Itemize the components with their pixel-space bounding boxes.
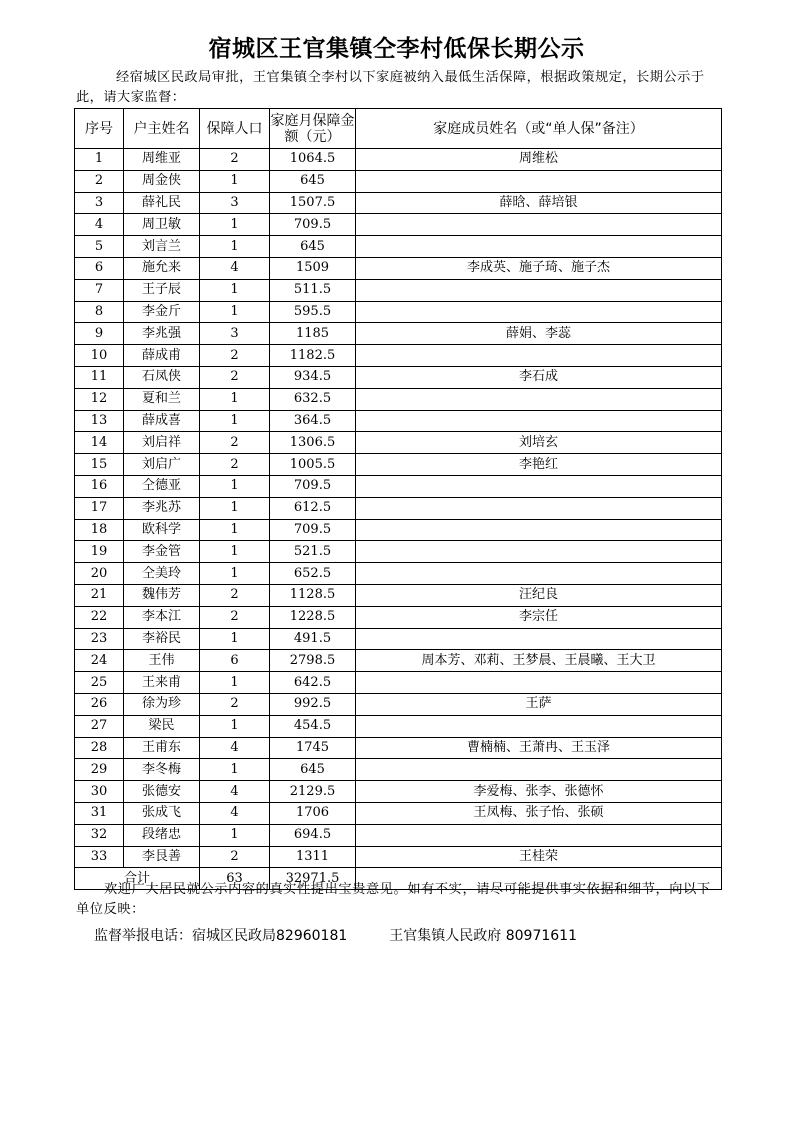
cell-amount: 632.5: [270, 388, 356, 410]
cell-members: [356, 410, 722, 432]
cell-members: 汪纪良: [356, 584, 722, 606]
cell-count: 2: [200, 846, 270, 868]
table-row: [75, 323, 722, 345]
cell-name: 李兆苏: [124, 497, 200, 519]
cell-count: 2: [200, 454, 270, 476]
header-name: 户主姓名: [124, 109, 200, 149]
cell-members: [356, 628, 722, 650]
cell-members: [356, 497, 722, 519]
table-body: [75, 149, 722, 868]
cell-members: [356, 824, 722, 846]
cell-count: 1: [200, 170, 270, 192]
cell-seq: 24: [75, 650, 124, 672]
cell-count: 2: [200, 149, 270, 171]
recipients-table: [74, 108, 722, 890]
cell-members: [356, 759, 722, 781]
cell-name: 周金侠: [124, 170, 200, 192]
cell-seq: 27: [75, 715, 124, 737]
cell-count: 6: [200, 650, 270, 672]
table-row: [75, 214, 722, 236]
cell-count: 1: [200, 301, 270, 323]
cell-count: 1: [200, 824, 270, 846]
cell-count: 1: [200, 475, 270, 497]
header-amount: 家庭月保障金额（元）: [270, 109, 356, 149]
cell-members: [356, 301, 722, 323]
cell-count: 2: [200, 366, 270, 388]
cell-amount: 1745: [270, 737, 356, 759]
cell-count: 2: [200, 584, 270, 606]
cell-name: 王子辰: [124, 279, 200, 301]
cell-seq: 32: [75, 824, 124, 846]
cell-count: 1: [200, 497, 270, 519]
cell-seq: 4: [75, 214, 124, 236]
cell-name: 刘言兰: [124, 236, 200, 258]
cell-name: 刘启祥: [124, 432, 200, 454]
cell-name: 徐为珍: [124, 693, 200, 715]
table-row: [75, 432, 722, 454]
cell-seq: 33: [75, 846, 124, 868]
cell-amount: 511.5: [270, 279, 356, 301]
table-row: [75, 563, 722, 585]
cell-members: 薛娟、李蕊: [356, 323, 722, 345]
cell-amount: 1182.5: [270, 345, 356, 367]
cell-name: 薛成喜: [124, 410, 200, 432]
cell-members: 李石成: [356, 366, 722, 388]
cell-members: 王萨: [356, 693, 722, 715]
table-row: [75, 650, 722, 672]
cell-name: 王伟: [124, 650, 200, 672]
cell-amount: 645: [270, 759, 356, 781]
table-row: [75, 628, 722, 650]
cell-name: 段绪忠: [124, 824, 200, 846]
cell-amount: 1185: [270, 323, 356, 345]
cell-members: 李爱梅、张李、张德怀: [356, 781, 722, 803]
cell-seq: 28: [75, 737, 124, 759]
cell-name: 张德安: [124, 781, 200, 803]
table-row: [75, 192, 722, 214]
cell-count: 1: [200, 388, 270, 410]
cell-name: 欧科学: [124, 519, 200, 541]
total-label: 合计: [75, 868, 200, 890]
cell-seq: 29: [75, 759, 124, 781]
table-row: [75, 715, 722, 737]
hotline-phone-1: 82960181: [276, 928, 348, 944]
cell-members: 薛晗、薛培银: [356, 192, 722, 214]
page-title: 宿城区王官集镇仝李村低保长期公示: [208, 36, 585, 62]
cell-count: 1: [200, 563, 270, 585]
cell-name: 李兆强: [124, 323, 200, 345]
cell-name: 魏伟芳: [124, 584, 200, 606]
cell-amount: 992.5: [270, 693, 356, 715]
cell-amount: 1311: [270, 846, 356, 868]
cell-name: 施允来: [124, 257, 200, 279]
cell-count: 3: [200, 323, 270, 345]
cell-count: 1: [200, 214, 270, 236]
cell-name: 梁民: [124, 715, 200, 737]
cell-amount: 652.5: [270, 563, 356, 585]
hotline-org-2: 王官集镇人民政府: [389, 928, 502, 944]
cell-name: 王甫东: [124, 737, 200, 759]
cell-members: 王桂荣: [356, 846, 722, 868]
cell-amount: 1306.5: [270, 432, 356, 454]
cell-seq: 7: [75, 279, 124, 301]
table-row: [75, 388, 722, 410]
cell-amount: 694.5: [270, 824, 356, 846]
cell-seq: 11: [75, 366, 124, 388]
cell-count: 4: [200, 257, 270, 279]
cell-members: 李艳红: [356, 454, 722, 476]
cell-count: 2: [200, 606, 270, 628]
table-row: [75, 693, 722, 715]
cell-amount: 595.5: [270, 301, 356, 323]
cell-amount: 645: [270, 236, 356, 258]
cell-count: 2: [200, 693, 270, 715]
table-row: [75, 781, 722, 803]
cell-amount: 2798.5: [270, 650, 356, 672]
total-amount: 32971.5: [270, 868, 356, 890]
hotline-org-1: 宿城区民政局: [192, 928, 276, 944]
cell-seq: 9: [75, 323, 124, 345]
table-row: [75, 541, 722, 563]
cell-amount: 612.5: [270, 497, 356, 519]
cell-seq: 6: [75, 257, 124, 279]
cell-seq: 30: [75, 781, 124, 803]
cell-seq: 31: [75, 802, 124, 824]
cell-amount: 934.5: [270, 366, 356, 388]
cell-name: 李本江: [124, 606, 200, 628]
cell-seq: 21: [75, 584, 124, 606]
cell-amount: 645: [270, 170, 356, 192]
cell-count: 1: [200, 236, 270, 258]
hotline-label: 监督举报电话：: [94, 928, 192, 944]
cell-name: 李金斤: [124, 301, 200, 323]
cell-amount: 1228.5: [270, 606, 356, 628]
cell-members: [356, 170, 722, 192]
table-row: [75, 257, 722, 279]
cell-name: 周维亚: [124, 149, 200, 171]
cell-name: 王来甫: [124, 672, 200, 694]
cell-name: 李艮善: [124, 846, 200, 868]
cell-amount: 2129.5: [270, 781, 356, 803]
cell-count: 1: [200, 628, 270, 650]
cell-name: 张成飞: [124, 802, 200, 824]
table-row: [75, 410, 722, 432]
cell-count: 1: [200, 279, 270, 301]
header-members: 家庭成员姓名（或“单人保”备注）: [356, 109, 722, 149]
cell-seq: 18: [75, 519, 124, 541]
cell-count: 4: [200, 737, 270, 759]
cell-count: 1: [200, 759, 270, 781]
cell-seq: 2: [75, 170, 124, 192]
feedback-paragraph: 欢迎广大居民就公示内容的真实性提出宝贵意见。如有不实，请尽可能提供事实依据和细节，向以下单位反映：: [76, 882, 711, 917]
cell-amount: 1507.5: [270, 192, 356, 214]
cell-seq: 15: [75, 454, 124, 476]
table-header-row: [75, 109, 722, 149]
cell-members: 王凤梅、张子怡、张硕: [356, 802, 722, 824]
intro-paragraph: 经宿城区民政局审批，王官集镇仝李村以下家庭被纳入最低生活保障，根据政策规定，长期公示于此，请大家监督：: [76, 70, 705, 105]
cell-members: [356, 672, 722, 694]
cell-count: 1: [200, 715, 270, 737]
table-row: [75, 475, 722, 497]
table-row: [75, 345, 722, 367]
hotline-phone-2: 80971611: [505, 928, 577, 944]
cell-members: [356, 236, 722, 258]
cell-name: 李金管: [124, 541, 200, 563]
table-row: [75, 236, 722, 258]
table-row: [75, 606, 722, 628]
table-row: [75, 170, 722, 192]
cell-count: 1: [200, 519, 270, 541]
cell-seq: 26: [75, 693, 124, 715]
cell-amount: 1706: [270, 802, 356, 824]
table-row: [75, 846, 722, 868]
table-row: [75, 454, 722, 476]
cell-name: 仝德亚: [124, 475, 200, 497]
table-row: [75, 519, 722, 541]
cell-members: 李成英、施子琦、施子杰: [356, 257, 722, 279]
cell-members: [356, 519, 722, 541]
cell-members: [356, 541, 722, 563]
header-count: 保障人口: [200, 109, 270, 149]
cell-members: 周维松: [356, 149, 722, 171]
cell-members: [356, 475, 722, 497]
cell-seq: 5: [75, 236, 124, 258]
cell-seq: 10: [75, 345, 124, 367]
cell-members: [356, 563, 722, 585]
cell-name: 石凤侠: [124, 366, 200, 388]
cell-name: 刘启广: [124, 454, 200, 476]
cell-count: 1: [200, 410, 270, 432]
cell-seq: 19: [75, 541, 124, 563]
table-row: [75, 279, 722, 301]
cell-members: [356, 345, 722, 367]
cell-count: 1: [200, 672, 270, 694]
cell-seq: 3: [75, 192, 124, 214]
cell-amount: 642.5: [270, 672, 356, 694]
table-row: [75, 824, 722, 846]
cell-amount: 709.5: [270, 519, 356, 541]
cell-name: 周卫敏: [124, 214, 200, 236]
table-row: [75, 672, 722, 694]
cell-amount: 1064.5: [270, 149, 356, 171]
cell-name: 薛成甫: [124, 345, 200, 367]
table-row: [75, 759, 722, 781]
cell-seq: 25: [75, 672, 124, 694]
table-row: [75, 301, 722, 323]
table-row: [75, 802, 722, 824]
cell-count: 2: [200, 432, 270, 454]
cell-amount: 454.5: [270, 715, 356, 737]
cell-amount: 1005.5: [270, 454, 356, 476]
cell-name: 李冬梅: [124, 759, 200, 781]
cell-seq: 20: [75, 563, 124, 585]
cell-count: 1: [200, 541, 270, 563]
cell-seq: 16: [75, 475, 124, 497]
cell-amount: 709.5: [270, 475, 356, 497]
cell-name: 夏和兰: [124, 388, 200, 410]
cell-members: 李宗任: [356, 606, 722, 628]
cell-count: 2: [200, 345, 270, 367]
cell-amount: 521.5: [270, 541, 356, 563]
cell-amount: 364.5: [270, 410, 356, 432]
cell-amount: 491.5: [270, 628, 356, 650]
cell-members: 周本芳、邓莉、王梦晨、王晨曦、王大卫: [356, 650, 722, 672]
cell-amount: 709.5: [270, 214, 356, 236]
cell-seq: 8: [75, 301, 124, 323]
cell-members: [356, 388, 722, 410]
table-row: [75, 497, 722, 519]
hotline-line: [94, 925, 577, 945]
cell-seq: 17: [75, 497, 124, 519]
cell-seq: 22: [75, 606, 124, 628]
cell-seq: 12: [75, 388, 124, 410]
cell-members: [356, 214, 722, 236]
cell-name: 仝美玲: [124, 563, 200, 585]
cell-seq: 14: [75, 432, 124, 454]
table-row: [75, 737, 722, 759]
cell-seq: 13: [75, 410, 124, 432]
header-seq: 序号: [75, 109, 124, 149]
cell-name: 李裕民: [124, 628, 200, 650]
cell-members: [356, 279, 722, 301]
table-row: [75, 366, 722, 388]
cell-seq: 23: [75, 628, 124, 650]
cell-members: 刘培玄: [356, 432, 722, 454]
cell-count: 3: [200, 192, 270, 214]
cell-amount: 1509: [270, 257, 356, 279]
cell-seq: 1: [75, 149, 124, 171]
total-count: 63: [200, 868, 270, 890]
table-row: [75, 584, 722, 606]
cell-members: 曹楠楠、王萧冉、王玉泽: [356, 737, 722, 759]
cell-amount: 1128.5: [270, 584, 356, 606]
cell-count: 4: [200, 802, 270, 824]
cell-name: 薛礼民: [124, 192, 200, 214]
table-row: [75, 149, 722, 171]
cell-count: 4: [200, 781, 270, 803]
cell-members: [356, 715, 722, 737]
